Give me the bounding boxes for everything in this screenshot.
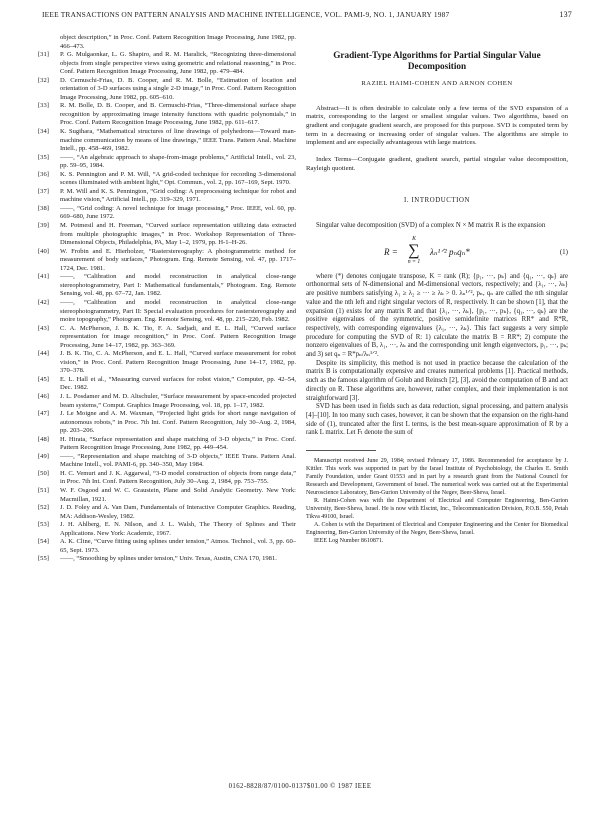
reference-item: [38, 222, 296, 248]
reference-number: [42]: [38, 298, 49, 306]
reference-text: W. F. Osgood and W. C. Graustein, Plane and Solid Analytic Geometry. New York: Macmillan, 1921.: [60, 486, 296, 503]
equation-number: (1): [559, 247, 568, 256]
reference-item: [38, 470, 296, 487]
reference-text: ——, “Smoothing by splines under tension,” Univ. Texas, Austin, CNA 170, 1981.: [60, 555, 277, 563]
reference-text: J. H. Ahlberg, E. N. Nilson, and J. L. Walsh, The Theory of Splines and Their Applications. New York: Academic, 1967.: [60, 521, 296, 537]
reference-number: [35]: [38, 153, 49, 161]
reference-item: [38, 102, 296, 128]
reference-text: K. Sugihara, “Mathematical structures of line drawings of polyhedrons—Toward man-machine communication by means of line drawings,” IEEE Trans. Pattern Anal. Machine Intell., pp. 458–469, 1982.: [60, 128, 296, 153]
equation-lhs: R =: [384, 246, 398, 257]
copyright-footer: 0162-8828/87/0100-0137$01.00 © 1987 IEEE: [228, 783, 372, 790]
reference-text: J. Le Moigne and A. M. Waxman, “Projected light grids for short range navigation of autonomous robots,” in Proc. 7th Int. Conf. Pattern Recognition, July 30–Aug. 2, 1984, pp. 203–206.: [60, 410, 296, 435]
reference-text: D. Cernuschi-Frias, D. B. Cooper, and R. M. Bolle, “Estimation of location and orientation of 3-D surfaces using a single 2-D image,” in Proc. Conf. Pattern Recognition Image Processing, June 1982, pp. 605–610.: [60, 76, 296, 101]
paragraph: SVD has been used in fields such as data reduction, signal processing, and pattern analysis [4]–[10]. In too many such cases, however, it can be shown that the expansion on the right-hand side of (1), truncated after the first L terms, is the best mean-square approximation of R by a rank L matrix. Let Fₗ denote the sum of: [306, 403, 568, 437]
reference-number: [47]: [38, 410, 49, 418]
reference-number: [36]: [38, 170, 49, 178]
article-title: Gradient-Type Algorithms for Partial Singular Value Decomposition: [333, 50, 541, 71]
paragraph: Despite its simplicity, this method is not used in practice because the calculation of the matrix B is computationally expensive and creates numerical problems [1]. Practical methods, such as the famous algorithm of Golub and Reinsch [2], [3], avoid the computation of B and act directly on R. These algorithms are, however, rather complex, and their implementation is not straightforward [3].: [306, 359, 568, 402]
paragraph: Singular value decomposition (SVD) of a complex N × M matrix R is the expansion: [316, 222, 546, 230]
running-title: IEEE TRANSACTIONS ON PATTERN ANALYSIS AND MACHINE INTELLIGENCE, VOL. PAMI-9, NO. 1, JANUARY 1987: [42, 10, 450, 19]
reference-number: [33]: [38, 102, 49, 110]
reference-text: E. L. Hall et al., “Measuring curved surfaces for robot vision,” Computer, pp. 42–54, Dec. 1982.: [60, 375, 296, 392]
reference-number: [43]: [38, 324, 49, 332]
reference-item: [38, 51, 296, 77]
reference-number: [51]: [38, 486, 49, 494]
reference-item: [38, 128, 296, 154]
reference-text: M. Potmesil and H. Freeman, “Curved surface representation utilizing data extracted from multiple photographic images,” in Proc. Workshop Representation of Three-Dimensional Objects, Philadelphia, PA, May 1–2, 1979, pp. H-1–H-26.: [60, 222, 296, 247]
reference-text: H. C. Vemuri and J. K. Aggarwal, “3-D model construction of objects from range data,” in Proc. 7th Int. Conf. Pattern Recognition, July 30–Aug. 2, 1984, pp. 753–755.: [60, 469, 296, 486]
reference-number: [31]: [38, 51, 49, 59]
reference-item: [38, 376, 296, 393]
page-number: 137: [559, 10, 572, 19]
footnote-author-1: R. Haimi-Cohen was with the Department of Electrical and Computer Engineering, Ben-Gurion University, Beer-Sheva, Israel. He is now with Elscint, Inc., Telecommunication Division, P.O.B. 550, Petah Tikva 49100, Israel.: [306, 498, 568, 521]
reference-item: [38, 188, 296, 205]
reference-item: [38, 273, 296, 299]
reference-number: [55]: [38, 555, 49, 563]
footnote-divider: [306, 450, 376, 451]
reference-item: [38, 487, 296, 504]
reference-number: [45]: [38, 375, 49, 383]
reference-text: J. B. K. Tio, C. A. McPherson, and E. L. Hall, “Curved surface measurement for robot vision,” in Proc. Conf. Pattern Recognition Image Processing, June 14–17, 1982, pp. 370–378.: [60, 350, 296, 375]
reference-number: [50]: [38, 469, 49, 477]
reference-number: [41]: [38, 273, 49, 281]
section-heading: I. INTRODUCTION: [403, 197, 470, 205]
reference-number: [53]: [38, 521, 49, 529]
reference-text: ——, “Calibration and model reconstruction in analytical close-range stereophotogrammetry, Part I: Mathematical fundamentals,” Photogram. Eng. Remote Sensing, vol. 48, pp. 67–72, Jan. 1982.: [60, 273, 296, 298]
reference-number: [54]: [38, 538, 49, 546]
reference-number: [48]: [38, 435, 49, 443]
reference-item: [38, 521, 296, 538]
reference-item: [38, 555, 296, 564]
reference-text: J. L. Posdamer and M. D. Altschuler, “Surface measurement by space-encoded projected beam systems,” Comput. Graphics Image Processing, vol. 18, pp. 1–17, 1982.: [60, 392, 296, 409]
reference-number: [46]: [38, 392, 49, 400]
reference-item: [38, 393, 296, 410]
article-authors: RAZIEL HAIMI-COHEN AND ARNON COHEN: [361, 80, 513, 87]
equation-rhs: λₙ¹ᐟ² pₙqₙ*: [430, 246, 470, 257]
reference-item: [38, 248, 296, 274]
reference-item: [38, 299, 296, 325]
reference-text: ——, “Grid coding: A novel technique for image processing,” Proc. IEEE, vol. 60, pp. 669–680, June 1972.: [60, 204, 296, 221]
reference-number: [32]: [38, 76, 49, 84]
reference-text: ——, “An algebraic approach to shape-from-image problems,” Artificial Intell., vol. 23, pp. 59–95, 1984.: [60, 153, 296, 170]
sum-upper-limit: K: [412, 235, 416, 242]
running-header: [42, 10, 572, 24]
reference-text: ——, “Calibration and model reconstruction in analytical close-range stereophotogrammetry, Part II: Special evaluation procedures for rasterstereography and moire topography,” Photogram. Eng. Remote Sensing, vol. 48, pp. 215–220, Feb. 1982.: [60, 298, 296, 324]
article-column: [306, 34, 568, 545]
summation: [402, 236, 426, 270]
reference-text: P. G. Mulgaonkar, L. G. Shapiro, and R. M. Haralick, “Recognizing three-dimensional objects from single perspective views using geometric and relational reasoning,” in Proc. Conf. Pattern Recognition Image Processing, June 1982, pp. 479–484.: [60, 51, 296, 76]
reference-text: object description,” in Proc. Conf. Pattern Recognition Image Processing, June 1982, pp. 466–473.: [60, 34, 296, 50]
footnote-received: Manuscript received June 29, 1984; revised February 17, 1986. Recommended for acceptance by J. Kittler. This work was supported in part by the Israel Institute of Psychobiology, the Charles E. Smith Family Foundation, under Grant 01553 and in part by a research grant from the National Council for Research and Development, Government of Israel. The numerical work was carried out at the Experimental Neuroscience Laboratory, Ben-Gurion University of the Negev, Beer-Sheva, Israel.: [306, 458, 568, 497]
index-terms: Index Terms—Conjugate gradient, gradient search, partial singular value decomposition, Rayleigh quotient.: [306, 156, 568, 172]
reference-item: [38, 154, 296, 171]
reference-number: [49]: [38, 452, 49, 460]
abstract: Abstract—It is often desirable to calculate only a few terms of the SVD expansion of a matrix, corresponding to the largest or smallest singular values. Two algorithms, based on gradient and conjugate gradient search, are proposed for this purpose. SVD is computed term by term in a decreasing or increasing order of singular values. The algorithms are simple to implement and are especially advantageous with large matrices.: [306, 104, 568, 147]
reference-item: [38, 350, 296, 376]
reference-number: [44]: [38, 350, 49, 358]
reference-item: [38, 504, 296, 521]
reference-item: [38, 171, 296, 188]
reference-number: [38]: [38, 204, 49, 212]
reference-number: [39]: [38, 222, 49, 230]
equation-1: [306, 236, 568, 270]
reference-item: [38, 538, 296, 555]
reference-item: [38, 77, 296, 103]
reference-number: [37]: [38, 187, 49, 195]
sigma-symbol: ∑: [408, 241, 420, 259]
reference-text: P. M. Will and K. S. Pennington, “Grid coding: A preprocessing technique for robot and machine vision,” Artificial Intell., pp. 319–329, 1971.: [60, 187, 296, 204]
reference-text: J. D. Foley and A. Van Dam, Fundamentals of Interactive Computer Graphics. Reading, MA: Addison-Wesley, 1982.: [60, 504, 296, 520]
reference-text: C. A. McPherson, J. B. K. Tio, F. A. Sadjadi, and E. L. Hall, “Curved surface representation for image recognition,” in Proc. Conf. Pattern Recognition Image Processing, June 14–17, 1982, pp. 363–369.: [60, 324, 296, 349]
reference-text: K. S. Pennington and P. M. Will, “A grid-coded technique for recording 3-dimensional scenes illuminated with ambient light,” Opt. Commun., vol. 2, pp. 167–169, Sept. 1970.: [60, 170, 296, 187]
reference-text: ——, “Representation and shape matching of 3-D objects,” IEEE Trans. Pattern Anal. Machine Intell., vol. PAMI-6, pp. 340–350, May 1984.: [60, 452, 296, 469]
ieee-log-number: IEEE Log Number 8610871.: [314, 538, 384, 545]
reference-text: A. K. Cline, “Curve fitting using splines under tension,” Atmos. Technol., vol. 3, pp. 60–65, Sept. 1973.: [60, 538, 296, 554]
reference-number: [34]: [38, 128, 49, 136]
reference-item: [38, 410, 296, 436]
reference-text: R. M. Bolle, D. B. Cooper, and B. Cernuschi-Frias, “Three-dimensional surface shape recognition by approximating image intensity functions with quadric polynomials,” in Proc. Conf. Pattern Recognition Image Processing, June 1982, pp. 611–617.: [60, 102, 296, 127]
sum-lower-limit: n = 1: [407, 258, 421, 265]
reference-item: [38, 453, 296, 470]
reference-item: [38, 34, 296, 51]
paragraph: where (*) denotes conjugate transpose, K = rank (R); {p₁, ···, pₖ} and {q₁, ···, qₖ} are orthonormal sets of N-dimensional and M-dimensional vectors, respectively; and {λ₁, ···, λₖ} are positive numbers satisfying λ₁ ≥ λ₂ ≥ ··· ≥ λₖ > 0. λₙ¹ᐟ², pₙ, qₙ are called the nth singular value and the nth left and right singular vectors of R, respectively. It can be shown [1], that the expansion (1) exists for any matrix R and that {λ₁, ···, λₖ}, {p₁, ···, pₖ}, {q₁, ···, qₖ} are the positive eigenvalues of the symmetric, positive semidefinite matrices RR* and R*R, respectively, with corresponding eigenvalues {λ₁, ···, λₖ}. This fact suggests a very simple procedure for computing the SVD of R: 1) calculate the matrix B = RR*; 2) compute the nonzero eigenvalues of B, λ₁, ···, λₖ and the corresponding unit length eigenvectors, p₁, ···, pₖ; and 3) set qₙ = R*pₙ/λₙ¹ᐟ².: [306, 272, 568, 359]
footnote-author-2: A. Cohen is with the Department of Electrical and Computer Engineering and the Center for Biomedical Engineering, Ben-Gurion University of the Negev, Beer-Sheva, Israel.: [306, 522, 568, 537]
reference-item: [38, 436, 296, 453]
reference-text: H. Hirata, “Surface representation and shape matching of 3-D objects,” in Proc. Conf. Pattern Recognition Image Processing, June 1982, pp. 449–454.: [60, 435, 296, 452]
reference-item: [38, 205, 296, 222]
reference-item: [38, 325, 296, 351]
reference-number: [52]: [38, 504, 49, 512]
reference-text: W. Frobin and E. Hierholzer, “Rasterstereography: A photogrammetric method for measurement of body surfaces,” Photogram. Eng. Remote Sensing, vol. 47, pp. 1717–1724, Dec. 1981.: [60, 247, 296, 272]
reference-number: [40]: [38, 247, 49, 255]
reference-list: [38, 34, 296, 564]
